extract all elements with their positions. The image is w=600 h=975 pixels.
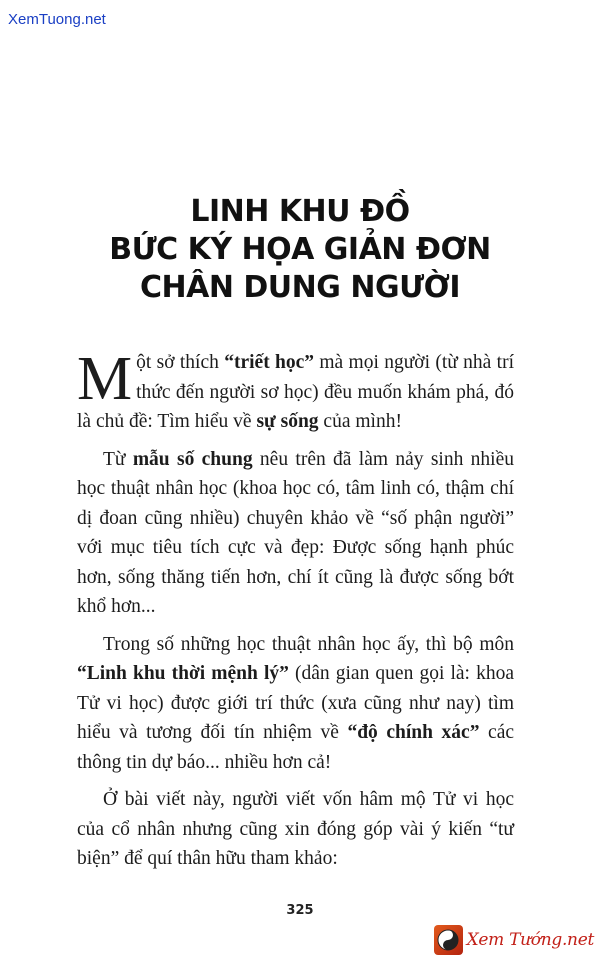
text-run: Ở bài viết này, người viết vốn hâm mộ Tử vi học của cổ nhân nhưng cũng xin đóng góp vài ý kiến “tư biện” để quí thân hữu tham khảo: xyxy=(77,789,514,869)
bold-phrase: mẫu số chung xyxy=(132,448,253,470)
title-line-3: CHÂN DUNG NGƯỜI xyxy=(140,270,460,305)
site-link[interactable]: XemTuong.net xyxy=(8,11,106,28)
bold-phrase: “Linh khu thời mệnh lý” xyxy=(77,663,289,684)
body-text xyxy=(77,345,515,882)
text-run: mà mọi người (từ nhà trí thức đến người sơ học) đều muốn khám phá, đó là chủ đề: Tìm hiểu về xyxy=(77,352,515,432)
text-run: nêu trên đã làm nảy sinh nhiều học thuật nhân học (khoa học có, tâm linh có, thậm chí dị đoan cũng nhiều) chuyên khảo về “số phận người” với mục tiêu tích cực và đẹp: Được sống hạnh phúc hơn, sống thăng tiến hơn, chí ít cũng là được sống bớt khổ hơn... xyxy=(77,448,514,617)
title-line-1: LINH KHU ĐỒ xyxy=(190,194,410,229)
text-run: của mình! xyxy=(318,411,402,432)
text-run: (dân gian quen gọi là: khoa Tử vi học) được giới trí thức (xưa cũng như nay) tìm hiểu và tương đối tín nhiệm về xyxy=(77,663,514,743)
drop-cap: M xyxy=(77,345,133,413)
bold-phrase: “triết học” xyxy=(224,352,315,373)
paragraph xyxy=(77,445,514,622)
chapter-title xyxy=(0,193,600,307)
text-run: ột sở thích xyxy=(136,352,225,373)
footer-logo-text: Xem Tướng.net xyxy=(466,930,594,950)
paragraph xyxy=(77,785,514,874)
paragraph xyxy=(77,630,514,778)
bold-phrase: “độ chính xác” xyxy=(347,722,480,743)
yin-yang-icon xyxy=(434,925,463,955)
text-run: Từ xyxy=(103,448,133,470)
paragraph xyxy=(77,345,515,437)
text-run: các thông tin dự báo... nhiều hơn cả! xyxy=(77,722,515,773)
bold-phrase: sự sống xyxy=(256,411,319,432)
title-line-2: BỨC KÝ HỌA GIẢN ĐƠN xyxy=(109,232,491,267)
page-number: 325 xyxy=(286,903,314,918)
text-run: Trong số những học thuật nhân học ấy, thì bộ môn xyxy=(103,633,514,655)
footer-logo[interactable] xyxy=(434,922,594,958)
